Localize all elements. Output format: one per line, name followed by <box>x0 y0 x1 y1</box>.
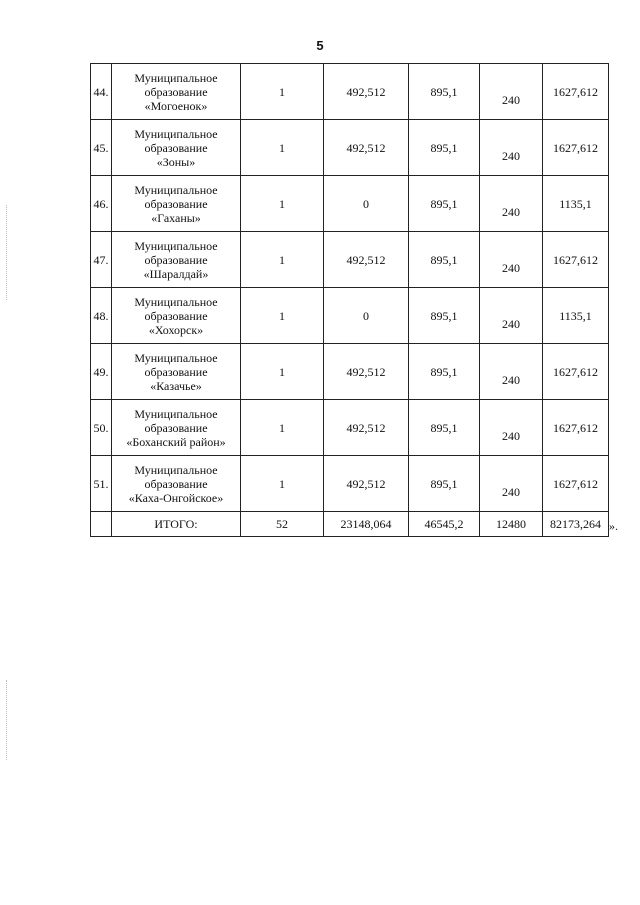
municipality-name <box>112 400 241 456</box>
municipality-name-line: «Каха-Онгойское» <box>128 490 224 505</box>
col-d-cell: 1627,612 <box>543 64 609 120</box>
scan-margin-mark <box>6 680 8 760</box>
municipality-name <box>112 288 241 344</box>
municipality-name-line: «Шаралдай» <box>143 266 209 281</box>
total-row <box>91 512 609 537</box>
col-d-cell: 1135,1 <box>543 288 609 344</box>
page-number: 5 <box>316 38 324 53</box>
col-c-cell <box>480 64 543 120</box>
table-row <box>91 288 609 344</box>
municipality-name-line: Муниципальное <box>134 182 218 197</box>
row-number: 44. <box>91 64 112 120</box>
table-row <box>91 400 609 456</box>
budget-table <box>90 63 609 537</box>
municipality-name-line: образование <box>144 140 208 155</box>
col-c-value: 240 <box>502 148 520 163</box>
col-a-cell: 492,512 <box>324 456 409 512</box>
col-c-value: 240 <box>502 372 520 387</box>
col-b-cell: 895,1 <box>409 176 480 232</box>
municipality-name-line: Муниципальное <box>134 406 218 421</box>
total-col-c <box>480 512 543 537</box>
row-number: 48. <box>91 288 112 344</box>
total-col-c-value: 12480 <box>496 517 526 531</box>
table-row <box>91 64 609 120</box>
col-c-cell <box>480 120 543 176</box>
col-c-value: 240 <box>502 204 520 219</box>
municipality-name-line: «Могоенок» <box>144 98 208 113</box>
municipality-name-line: «Гаханы» <box>151 210 201 225</box>
col-b-cell: 895,1 <box>409 64 480 120</box>
col-a-cell: 492,512 <box>324 344 409 400</box>
col-a-cell: 492,512 <box>324 400 409 456</box>
row-number: 50. <box>91 400 112 456</box>
col-d-cell: 1627,612 <box>543 456 609 512</box>
municipality-name-line: «Хохорск» <box>148 322 204 337</box>
qty-cell: 1 <box>241 288 324 344</box>
table-row <box>91 176 609 232</box>
municipality-name-line: «Зоны» <box>156 154 196 169</box>
total-col-d: 82173,264 <box>543 512 609 537</box>
row-number: 51. <box>91 456 112 512</box>
total-qty: 52 <box>241 512 324 537</box>
closing-quote-mark: ». <box>609 519 618 533</box>
total-col-b: 46545,2 <box>409 512 480 537</box>
qty-cell: 1 <box>241 176 324 232</box>
col-c-cell <box>480 232 543 288</box>
qty-cell: 1 <box>241 344 324 400</box>
col-b-cell: 895,1 <box>409 288 480 344</box>
municipality-name-line: Муниципальное <box>134 350 218 365</box>
qty-cell: 1 <box>241 232 324 288</box>
table-row <box>91 232 609 288</box>
scan-margin-mark <box>6 205 8 300</box>
row-number: 46. <box>91 176 112 232</box>
municipality-name-line: образование <box>144 308 208 323</box>
col-a-cell: 492,512 <box>324 120 409 176</box>
col-c-value: 240 <box>502 484 520 499</box>
municipality-name-line: образование <box>144 476 208 491</box>
col-d-cell: 1627,612 <box>543 344 609 400</box>
table-row <box>91 456 609 512</box>
col-a-cell: 0 <box>324 288 409 344</box>
qty-cell: 1 <box>241 456 324 512</box>
col-c-value: 240 <box>502 260 520 275</box>
col-d-cell: 1627,612 <box>543 232 609 288</box>
municipality-name <box>112 120 241 176</box>
municipality-name-line: «Боханский район» <box>126 434 226 449</box>
municipality-name-line: образование <box>144 196 208 211</box>
col-d-cell: 1627,612 <box>543 400 609 456</box>
col-c-value: 240 <box>502 316 520 331</box>
row-number: 47. <box>91 232 112 288</box>
col-c-cell <box>480 288 543 344</box>
qty-cell: 1 <box>241 64 324 120</box>
table-row <box>91 120 609 176</box>
col-b-cell: 895,1 <box>409 456 480 512</box>
row-number: 49. <box>91 344 112 400</box>
col-c-cell <box>480 344 543 400</box>
municipality-name <box>112 64 241 120</box>
municipality-name-line: Муниципальное <box>134 126 218 141</box>
municipality-name-line: «Казачье» <box>150 378 202 393</box>
municipality-name <box>112 456 241 512</box>
total-num-cell <box>91 512 112 537</box>
table-body <box>91 64 609 537</box>
col-d-cell: 1135,1 <box>543 176 609 232</box>
municipality-name-line: образование <box>144 84 208 99</box>
col-a-cell: 492,512 <box>324 64 409 120</box>
col-b-cell: 895,1 <box>409 232 480 288</box>
col-a-cell: 0 <box>324 176 409 232</box>
col-c-value: 240 <box>502 428 520 443</box>
municipality-name-line: образование <box>144 364 208 379</box>
row-number: 45. <box>91 120 112 176</box>
col-b-cell: 895,1 <box>409 120 480 176</box>
municipality-name <box>112 344 241 400</box>
municipality-name-line: образование <box>144 420 208 435</box>
col-b-cell: 895,1 <box>409 400 480 456</box>
col-b-cell: 895,1 <box>409 344 480 400</box>
col-d-cell: 1627,612 <box>543 120 609 176</box>
col-c-cell <box>480 400 543 456</box>
municipality-name-line: Муниципальное <box>134 294 218 309</box>
qty-cell: 1 <box>241 120 324 176</box>
municipality-name-line: Муниципальное <box>134 70 218 85</box>
col-c-value: 240 <box>502 92 520 107</box>
municipality-name-line: образование <box>144 252 208 267</box>
col-c-cell <box>480 456 543 512</box>
col-a-cell: 492,512 <box>324 232 409 288</box>
municipality-name <box>112 232 241 288</box>
qty-cell: 1 <box>241 400 324 456</box>
municipality-name-line: Муниципальное <box>134 462 218 477</box>
table-row <box>91 344 609 400</box>
municipality-name <box>112 176 241 232</box>
total-col-a: 23148,064 <box>324 512 409 537</box>
col-c-cell <box>480 176 543 232</box>
municipality-name-line: Муниципальное <box>134 238 218 253</box>
total-label: ИТОГО: <box>112 512 241 537</box>
